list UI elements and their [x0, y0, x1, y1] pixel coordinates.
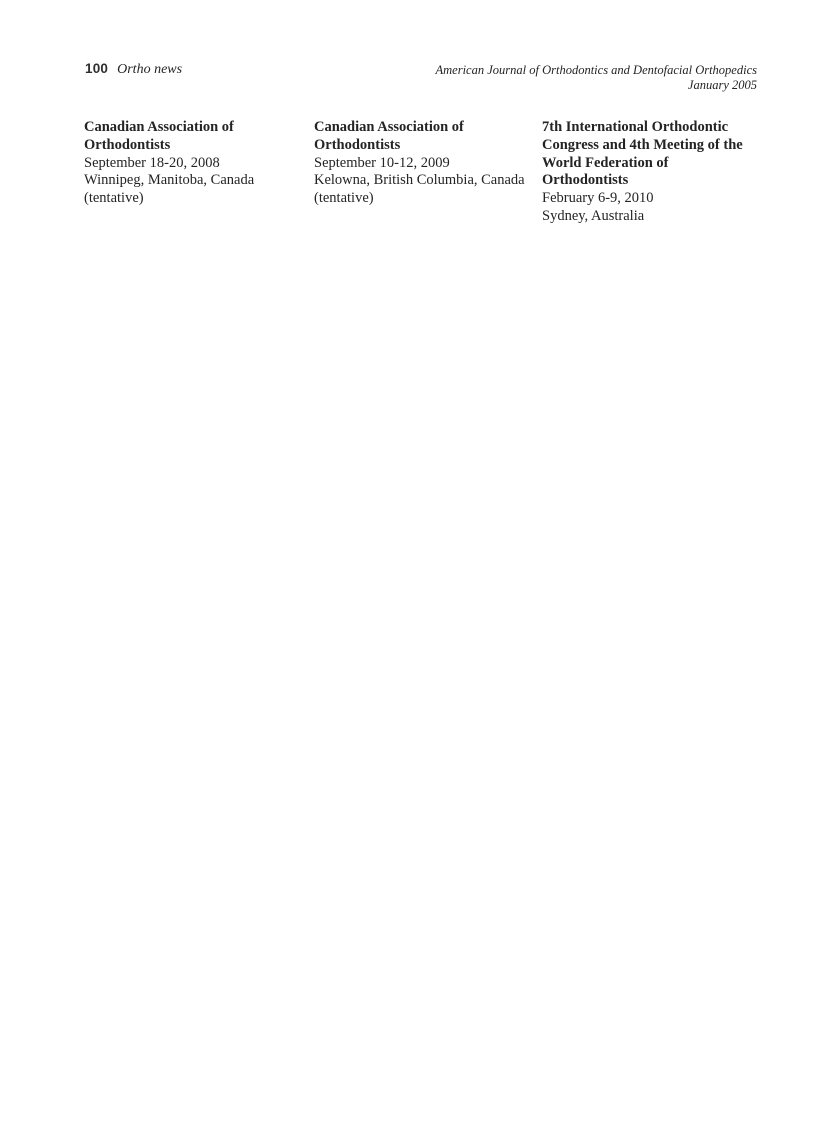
event-note: (tentative)	[314, 190, 374, 207]
event-title-line: Canadian Association of	[314, 119, 464, 135]
running-head-right	[436, 63, 758, 93]
event-title	[542, 119, 768, 190]
event-card	[314, 119, 540, 208]
event-title	[84, 119, 310, 155]
event-date: September 10-12, 2009	[314, 154, 450, 171]
event-title-line: Orthodontists	[542, 172, 629, 189]
event-location: Sydney, Australia	[542, 207, 645, 224]
page-number: 100	[85, 61, 109, 76]
event-title-line: World Federation of	[542, 154, 669, 171]
event-location: Kelowna, British Columbia, Canada	[314, 172, 525, 189]
event-title-line: Canadian Association of	[84, 119, 234, 135]
issue-date: January 2005	[687, 78, 757, 92]
section-title: Ortho news	[117, 62, 183, 77]
event-card	[84, 119, 310, 208]
event-card	[542, 119, 768, 226]
event-title	[314, 119, 540, 155]
running-head-left	[85, 61, 182, 78]
event-date: September 18-20, 2008	[84, 154, 220, 171]
event-location: Winnipeg, Manitoba, Canada	[84, 172, 255, 189]
event-title-line: Orthodontists	[84, 136, 171, 153]
event-title-line: 7th International Orthodontic	[542, 119, 729, 135]
event-date: February 6-9, 2010	[542, 190, 654, 207]
event-title-line: Orthodontists	[314, 136, 401, 153]
journal-title: American Journal of Orthodontics and Dentofacial Orthopedics	[435, 63, 757, 77]
event-title-line: Congress and 4th Meeting of the	[542, 136, 743, 153]
event-note: (tentative)	[84, 190, 144, 207]
